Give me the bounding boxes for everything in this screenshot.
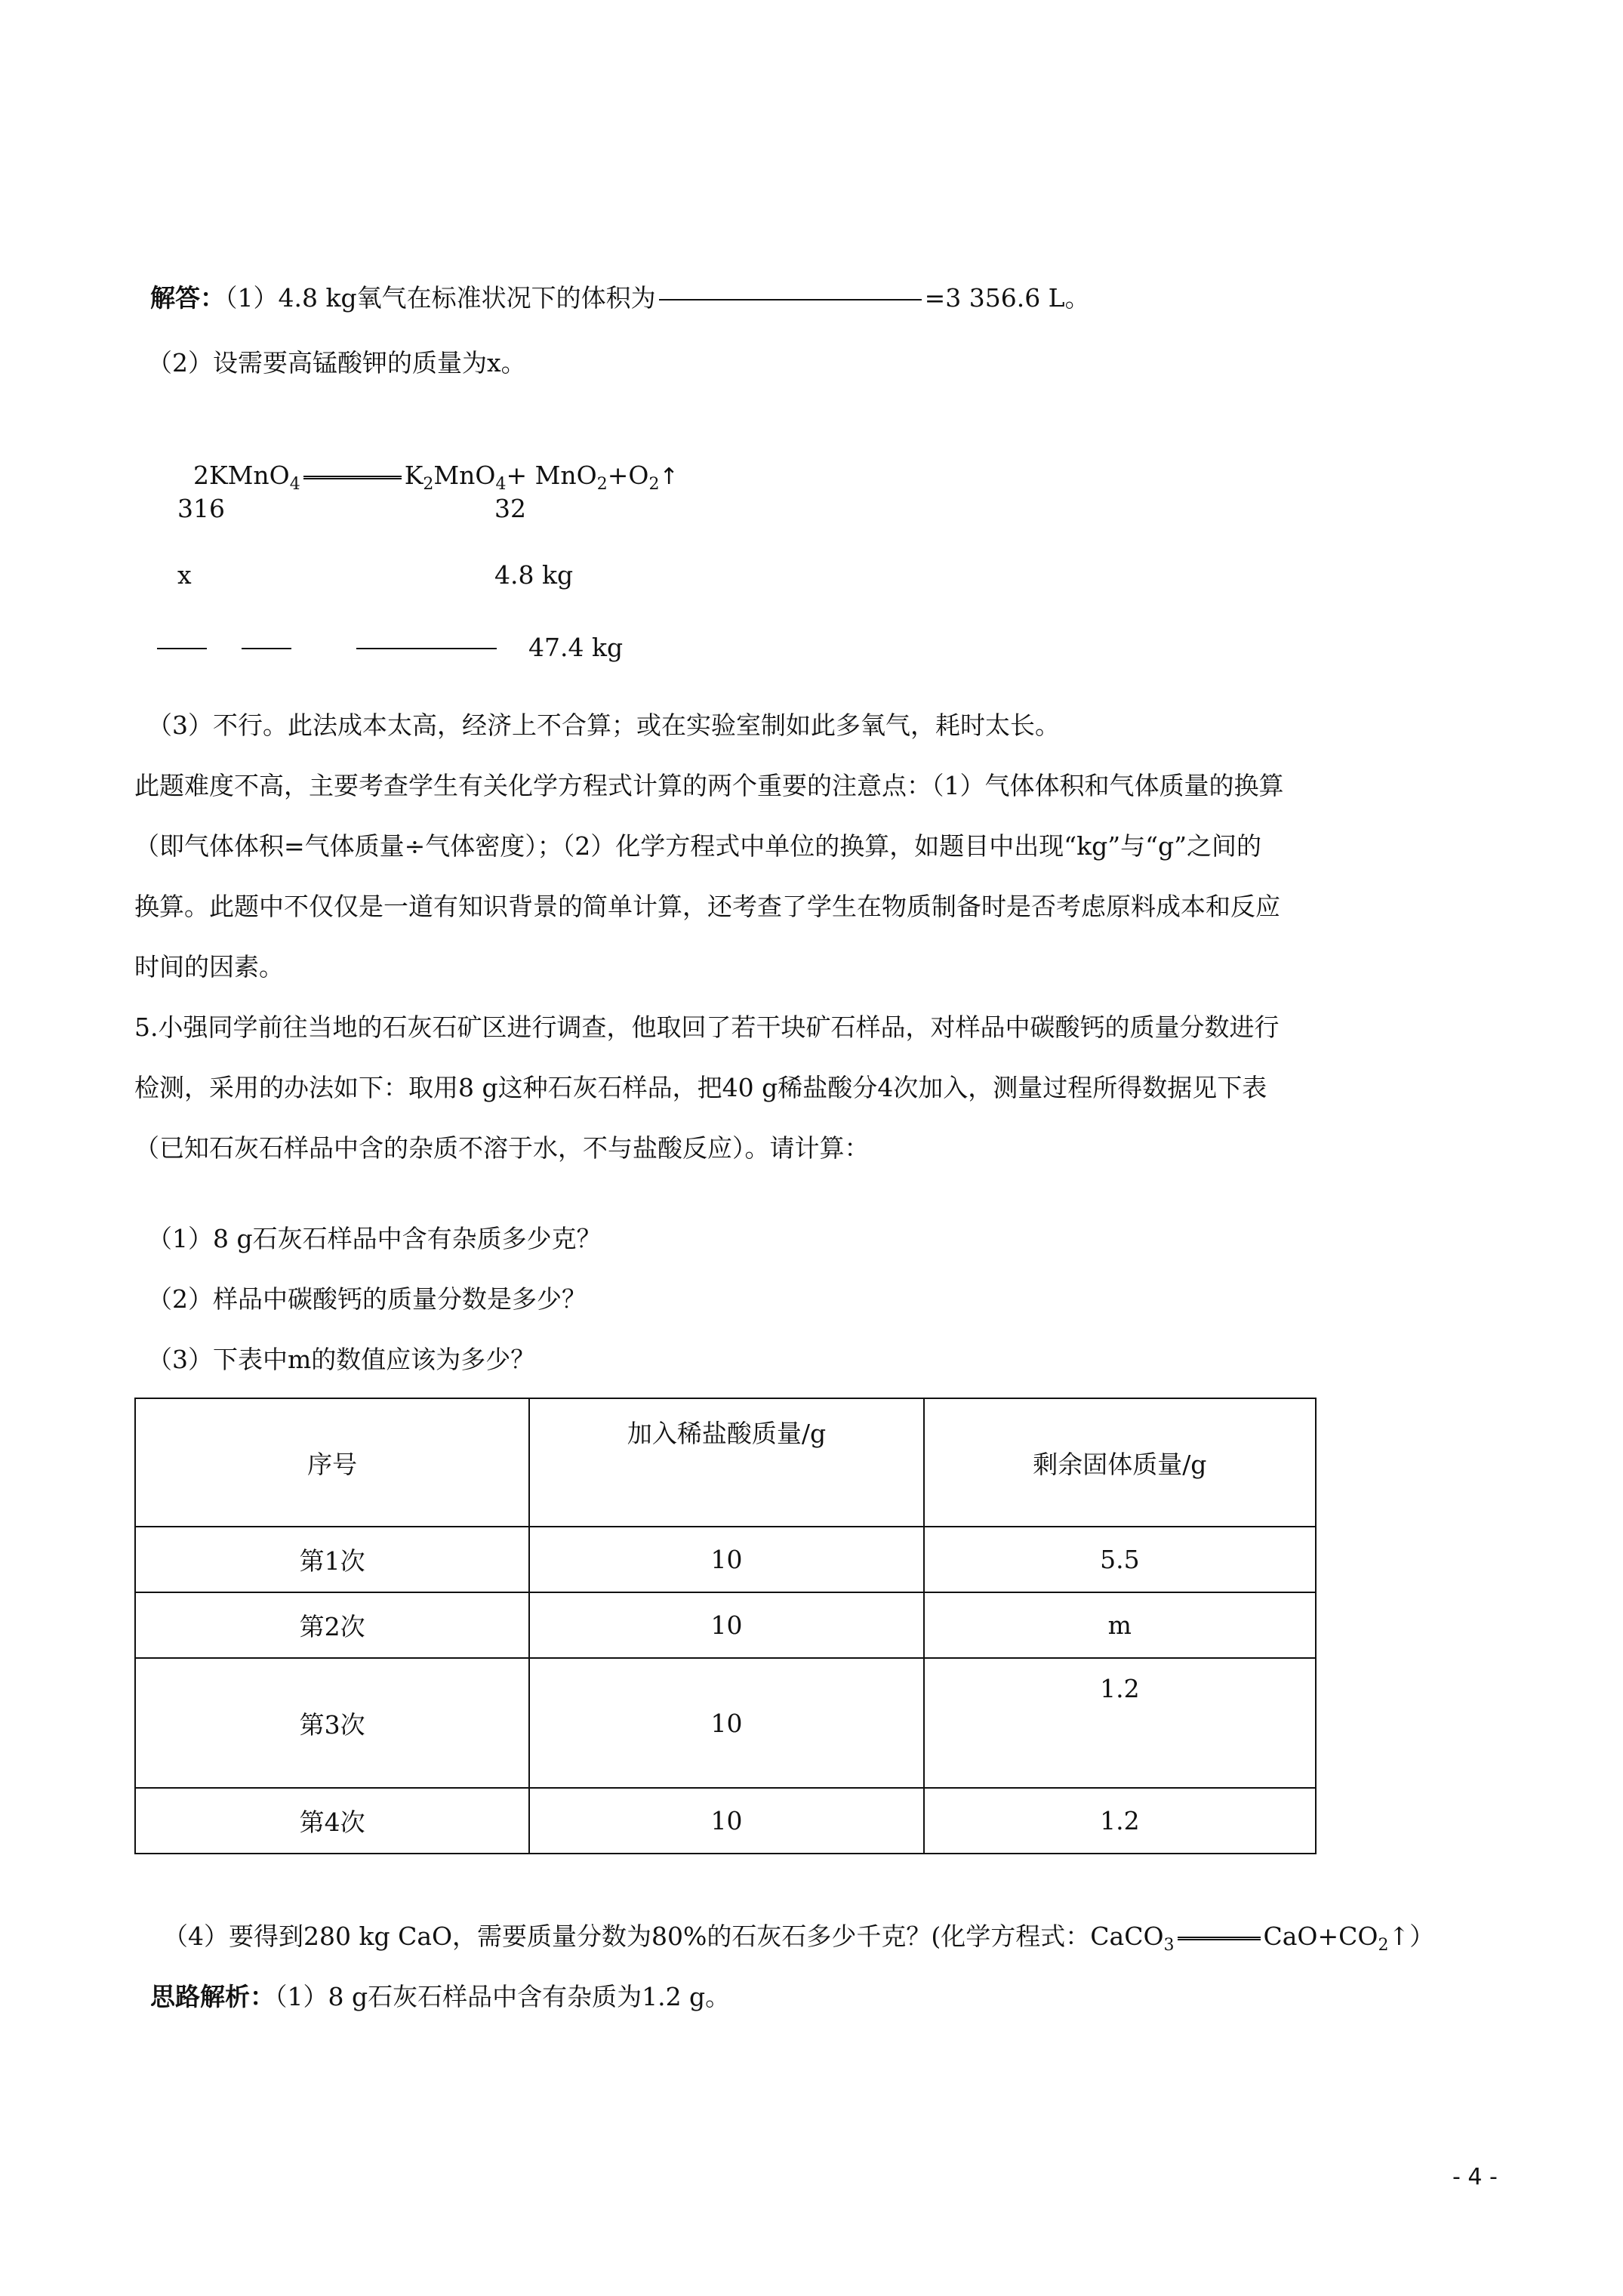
answer-line-1 — [134, 248, 1090, 315]
eq-prod1-sub1: 2 — [423, 475, 434, 494]
q4-mid: CaO+CO — [1263, 1922, 1378, 1951]
table-cell: 10 — [529, 1527, 923, 1592]
table-cell: 10 — [529, 1658, 923, 1788]
q4-equals-bar — [1178, 1937, 1261, 1940]
fraction-bar — [659, 299, 922, 300]
fraction-bar-3 — [356, 648, 497, 649]
table-cell: 第1次 — [135, 1527, 529, 1592]
q5-line-1: 5.小强同学前往当地的石灰石矿区进行调查，他取回了若干块矿石样品，对样品中碳酸钙的质量分数进行 — [134, 1012, 1280, 1042]
q4-prefix: （4）要得到280 kg CaO，需要质量分数为80%的石灰石多少千克？(化学方程式：CaCO — [162, 1922, 1164, 1951]
comment-line-3: 换算。此题中不仅仅是一道有知识背景的简单计算，还考查了学生在物质制备时是否考虑原料成本和反应 — [134, 892, 1280, 921]
comment-line-4: 时间的因素。 — [134, 952, 284, 982]
eq-reactant: 2KMnO — [192, 461, 290, 490]
mass-row-left: 316 — [177, 494, 225, 523]
table-cell: 第3次 — [135, 1658, 529, 1788]
q4-suffix: ↑） — [1388, 1922, 1435, 1951]
table-row — [135, 1658, 1316, 1788]
eq-equals-bar — [303, 476, 402, 479]
eq-prod1: K — [404, 461, 423, 490]
eq-prod2-plus: +O — [607, 461, 649, 490]
eq-prod1-plus: + MnO — [506, 461, 597, 490]
header-solid-mass: 剩余固体质量/g — [924, 1398, 1316, 1527]
answer-p1-prefix: （1）4.8 kg氧气在标准状况下的体积为 — [224, 283, 656, 313]
q4-sub2: 2 — [1378, 1936, 1389, 1955]
q5-sub-1: （1）8 g石灰石样品中含有杂质多少克？ — [147, 1224, 602, 1253]
fraction-bar-1 — [157, 648, 207, 649]
table-cell: 1.2 — [924, 1788, 1316, 1854]
data-table — [134, 1398, 1317, 1854]
answer-p1-suffix: =3 356.6 L。 — [924, 283, 1090, 313]
analysis-text: （1）8 g石灰石样品中含有杂质为1.2 g。 — [274, 1982, 731, 2011]
table-row — [135, 1788, 1316, 1854]
table-cell: m — [924, 1592, 1316, 1658]
comment-line-2: （即气体体积=气体质量÷气体密度）；（2）化学方程式中单位的换算，如题目中出现“kg”与“g”之间的 — [134, 831, 1262, 861]
var-row-left: x — [177, 560, 192, 590]
q5-line-3: （已知石灰石样品中含的杂质不溶于水，不与盐酸反应）。请计算： — [134, 1133, 870, 1163]
mass-row-right: 32 — [494, 494, 526, 523]
table-cell: 第2次 — [135, 1592, 529, 1658]
answer-label: 解答： — [149, 283, 225, 313]
table-row — [135, 1527, 1316, 1592]
table-cell: 第4次 — [135, 1788, 529, 1854]
header-acid-mass: 加入稀盐酸质量/g — [529, 1398, 923, 1527]
table-row — [135, 1592, 1316, 1658]
eq-prod1-sub2: 4 — [495, 475, 507, 494]
analysis-label: 思路解析： — [149, 1982, 275, 2011]
eq-prod2-sub: 2 — [596, 475, 608, 494]
q5-line-2: 检测，采用的办法如下：取用8 g这种石灰石样品，把40 g稀盐酸分4次加入，测量过程所得数据见下表 — [134, 1073, 1267, 1102]
answer-p3: （3）不行。此法成本太高，经济上不合算；或在实验室制如此多氧气，耗时太长。 — [147, 710, 1060, 740]
table-cell: 10 — [529, 1788, 923, 1854]
q5-sub-2: （2）样品中碳酸钙的质量分数是多少？ — [147, 1284, 587, 1314]
q4-sub3: 3 — [1163, 1936, 1175, 1955]
fraction-bar-2 — [242, 648, 291, 649]
header-index: 序号 — [135, 1398, 529, 1527]
chemical-equation — [177, 426, 679, 501]
var-row-right: 4.8 kg — [494, 560, 574, 590]
eq-reactant-sub: 4 — [289, 475, 300, 494]
table-cell: 10 — [529, 1592, 923, 1658]
comment-line-1: 此题难度不高，主要考查学生有关化学方程式计算的两个重要的注意点：（1）气体体积和气体质量的换算 — [134, 771, 1284, 800]
table-cell: 5.5 — [924, 1527, 1316, 1592]
table-header-row — [135, 1398, 1316, 1527]
q5-sub-3: （3）下表中m的数值应该为多少？ — [147, 1345, 536, 1374]
page-number: - 4 - — [1452, 2164, 1498, 2190]
eq-prod3-sub: 2 — [648, 475, 660, 494]
eq-prod1-mid: MnO — [433, 461, 496, 490]
up-arrow-icon: ↑ — [659, 464, 679, 490]
answer-p2: （2）设需要高锰酸钾的质量为x。 — [147, 348, 526, 378]
analysis-line — [134, 1947, 730, 2014]
result-value: 47.4 kg — [528, 633, 624, 662]
table-cell: 1.2 — [924, 1658, 1316, 1788]
